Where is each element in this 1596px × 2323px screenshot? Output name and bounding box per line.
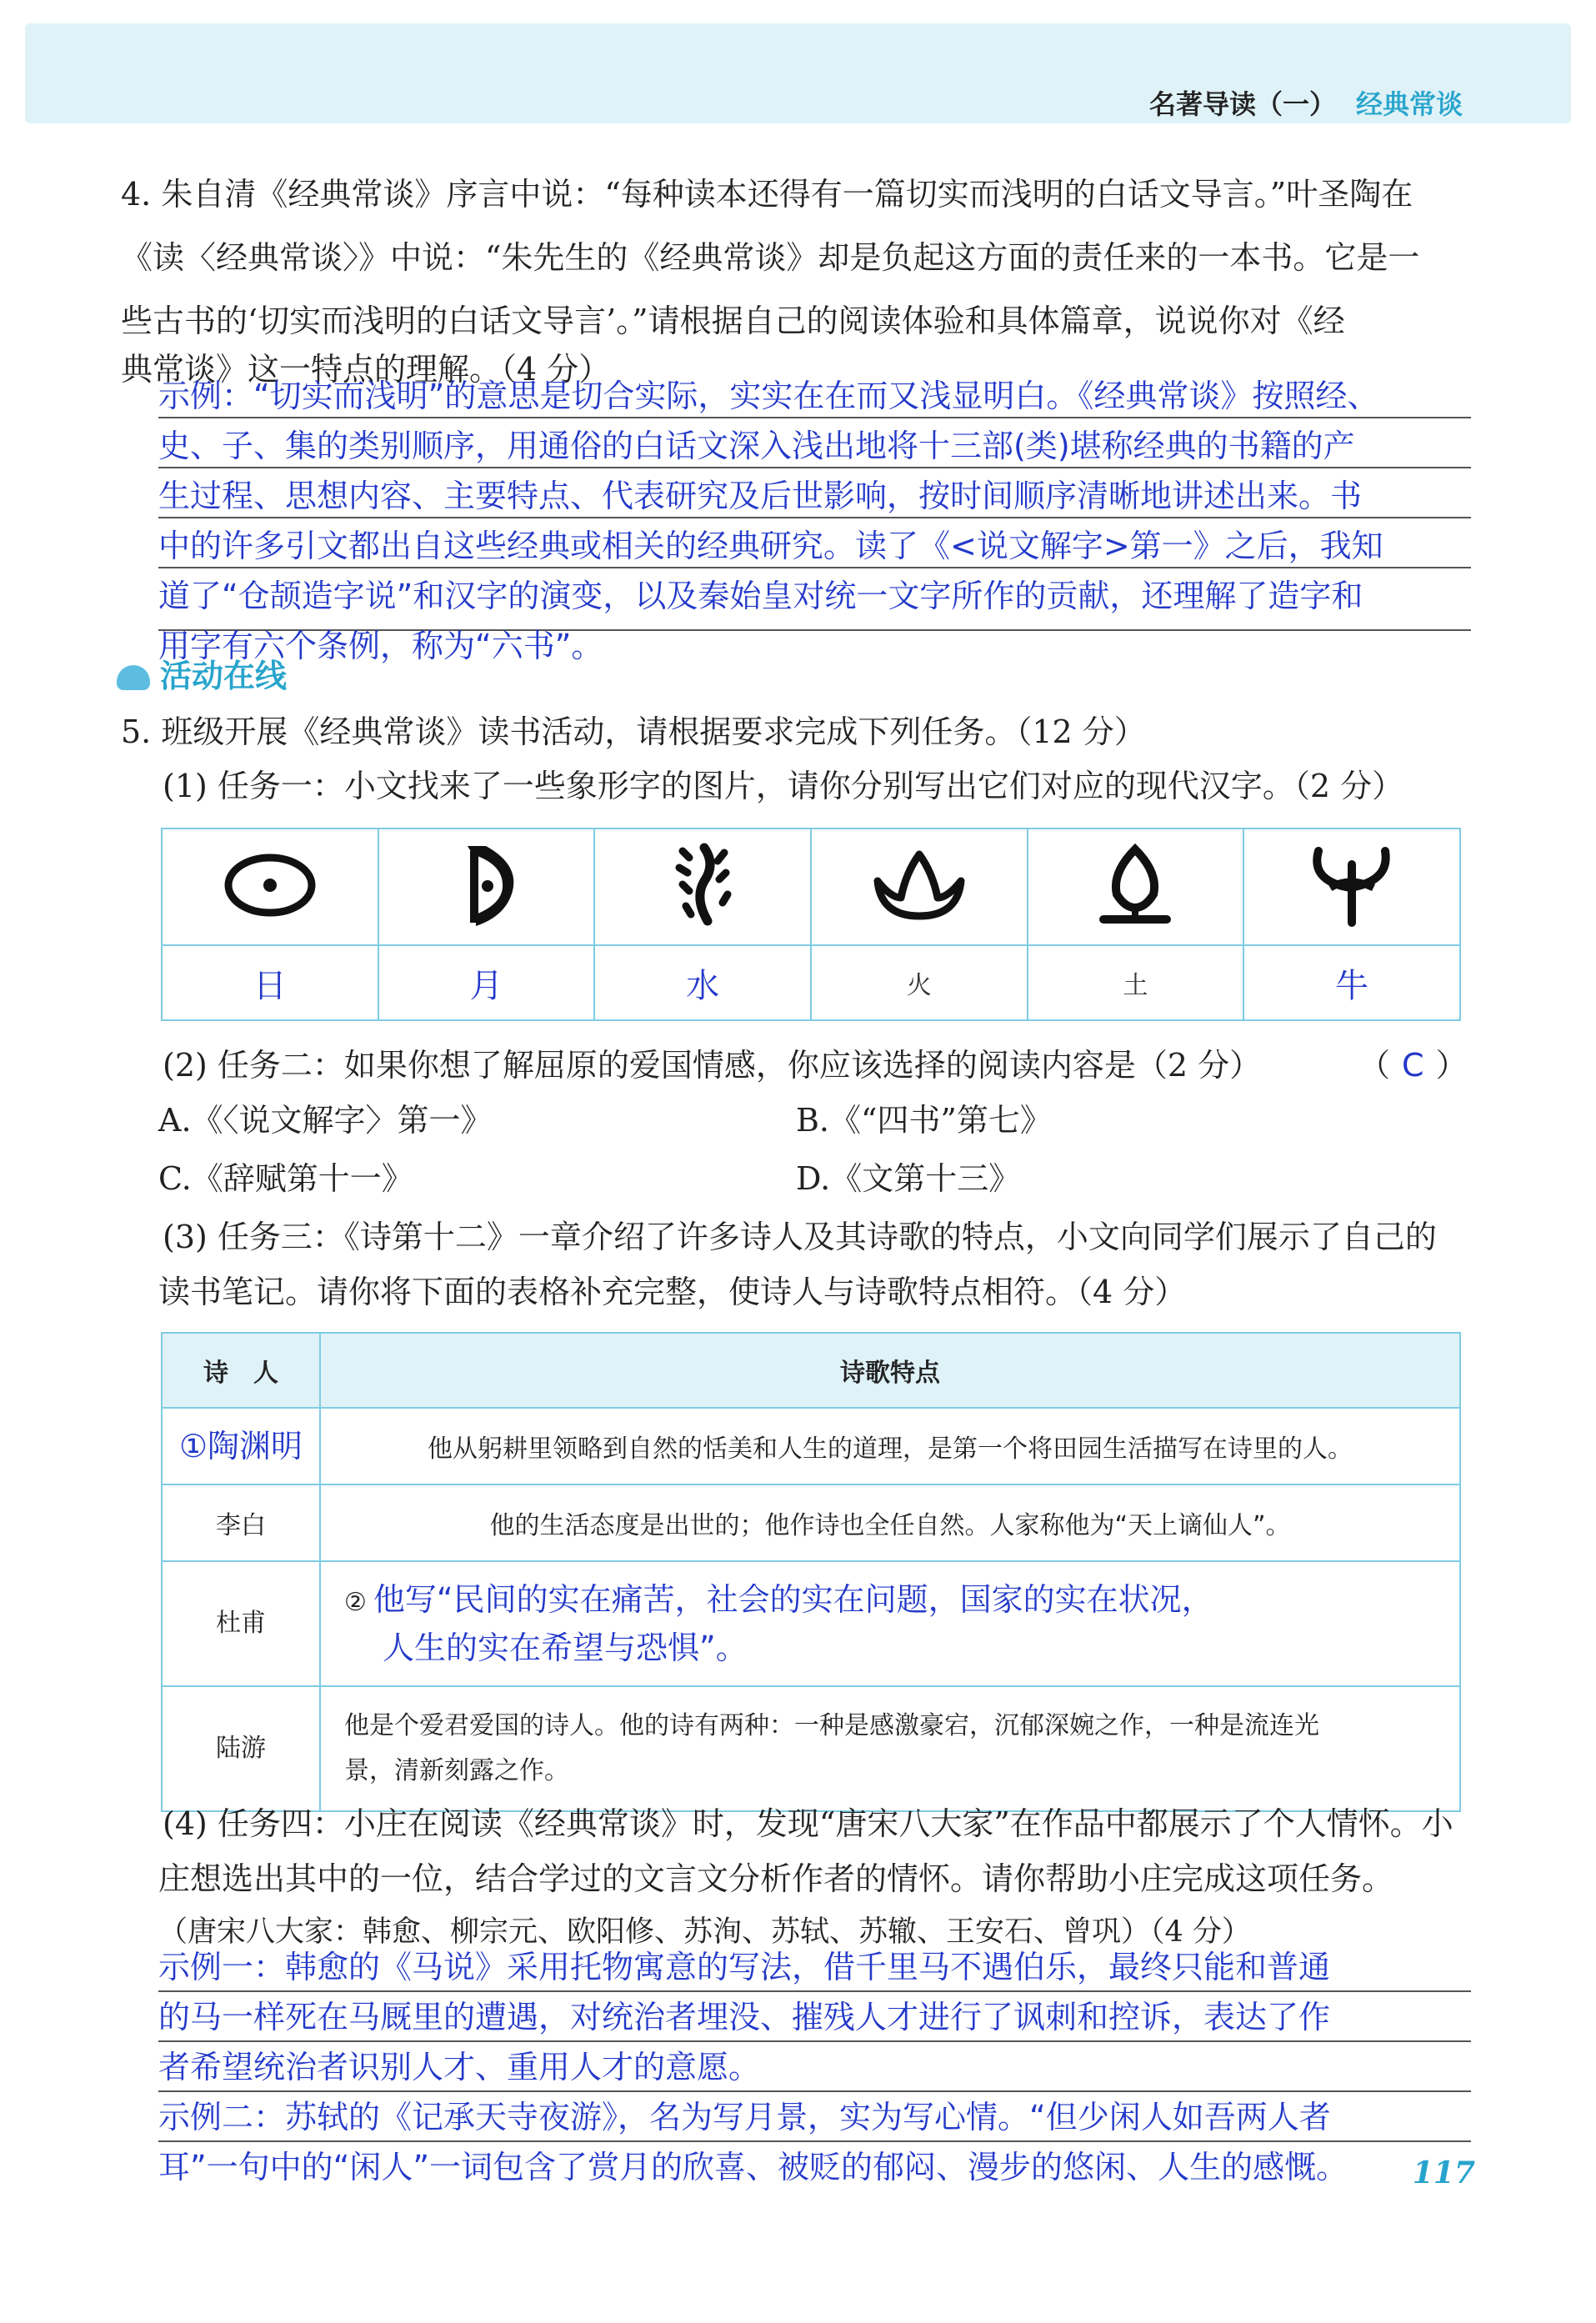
- task3-prompt-1: (3) 任务三：《诗第十二》一章介绍了许多诗人及其诗歌的特点，小文向同学们展示了自己的: [163, 1219, 1437, 1255]
- q4-line-1: 4. 朱自清《经典常谈》序言中说：“每种读本还得有一篇切实而浅明的白话文导言。”叶圣陶在: [121, 176, 1413, 213]
- task2-prompt: (2) 任务二：如果你想了解屈原的爱国情感，你应该选择的阅读内容是（2 分）: [163, 1047, 1262, 1084]
- feature-line: 人生的实在希望与恐惧”。: [383, 1630, 748, 1666]
- table-row: [162, 1561, 1460, 1686]
- q4-answer-2: 史、子、集的类别顺序，用通俗的白话文深入浅出地将十三部(类)堪称经典的书籍的产: [158, 428, 1355, 464]
- pictograph-water: [594, 829, 811, 945]
- answer-moon: 月: [378, 945, 595, 1020]
- answer-sun: 日: [162, 945, 378, 1020]
- water-pictograph-icon: [653, 839, 753, 931]
- task4-prompt-1: (4) 任务四：小庄在阅读《经典常谈》时，发现“唐宋八大家”在作品中都展示了个人情怀。小: [163, 1805, 1453, 1842]
- blank-marker: ②: [344, 1588, 367, 1617]
- q4-line-2: 《读〈经典常谈〉》中说：“朱先生的《经典常谈》却是负起这方面的责任来的一本书。它是一: [121, 239, 1420, 276]
- section-title: [117, 650, 287, 696]
- header-subtitle: 经典常谈: [1355, 88, 1463, 120]
- answer-fire: 火: [811, 945, 1028, 1020]
- table-row: [162, 1408, 1460, 1484]
- fire-pictograph-icon: [869, 839, 969, 931]
- header-feature: 诗歌特点: [320, 1333, 1460, 1408]
- chat-bubble-icon: [117, 665, 150, 690]
- option-d: D.《文第十三》: [796, 1160, 1021, 1197]
- ox-pictograph-icon: [1302, 839, 1402, 931]
- task2-answer-bracket: [1358, 1034, 1468, 1097]
- pictograph-moon: [378, 829, 595, 945]
- pictograph-earth: [1028, 829, 1244, 945]
- q4-answer-6: 用字有六个条例，称为“六书”。: [158, 628, 603, 664]
- q4-line-4: 典常谈》这一特点的理解。（4 分）: [121, 351, 611, 388]
- pictograph-ox: [1243, 829, 1460, 945]
- page-number: 117: [1412, 2155, 1475, 2190]
- header-title: 名著导读（一）: [1148, 88, 1336, 120]
- option-c: C.《辞赋第十一》: [158, 1160, 413, 1197]
- answer-rule: [158, 467, 1471, 468]
- task4-prompt-3: （唐宋八大家：韩愈、柳宗元、欧阳修、苏洵、苏轼、苏辙、王安石、曾巩）（4 分）: [158, 1915, 1251, 1949]
- poet-name: 陆游: [162, 1686, 320, 1811]
- option-a: A.《〈说文解字〉第一》: [158, 1102, 493, 1139]
- poet-table: [161, 1332, 1461, 1812]
- bracket-close: ）: [1435, 1047, 1468, 1084]
- option-b: B.《“四书”第七》: [796, 1102, 1052, 1139]
- task2-answer: C: [1402, 1047, 1424, 1084]
- moon-pictograph-icon: [436, 839, 536, 931]
- feature-line: 景，清新刻露之作。: [344, 1756, 569, 1785]
- poet-name: 李白: [162, 1484, 320, 1561]
- q4-answer-1: 示例：“切实而浅明”的意思是切合实际，实实在在而又浅显明白。《经典常谈》按照经、: [158, 378, 1379, 414]
- q5-task4-answer-1: 示例一：韩愈的《马说》采用托物寓意的写法，借千里马不遇伯乐，最终只能和普通: [158, 1949, 1331, 1985]
- answer-ox: 牛: [1243, 945, 1460, 1020]
- answer-water: 水: [594, 945, 811, 1020]
- poet-feature: 他从躬耕里领略到自然的恬美和人生的道理，是第一个将田园生活描写在诗里的人。: [320, 1408, 1460, 1484]
- q5-task4-answer-5: 耳”一句中的“闲人”一词包含了赏月的欣喜、被贬的郁闷、漫步的悠闲、人生的感慨。: [158, 2149, 1348, 2185]
- q4-answer-3: 生过程、思想内容、主要特点、代表研究及后世影响，按时间顺序清晰地讲述出来。书: [158, 478, 1363, 514]
- task4-prompt-2: 庄想选出其中的一位，结合学过的文言文分析作者的情怀。请你帮助小庄完成这项任务。: [158, 1860, 1394, 1897]
- bracket-open: （: [1358, 1047, 1391, 1084]
- q4-answer-4: 中的许多引文都出自这些经典或相关的经典研究。读了《<说文解字>第一》之后，我知: [158, 528, 1383, 564]
- header-poet: 诗 人: [162, 1333, 320, 1408]
- task1-prompt: (1) 任务一：小文找来了一些象形字的图片，请你分别写出它们对应的现代汉字。（2 分）: [163, 768, 1404, 804]
- feature-line: 他写“民间的实在痛苦，社会的实在问题，国家的实在状况，: [373, 1581, 1213, 1618]
- answer-rule: [158, 517, 1471, 518]
- q5-task4-answer-2: 的马一样死在马厩里的遭遇，对统治者埋没、摧残人才进行了讽刺和控诉，表达了作: [158, 1999, 1331, 2035]
- q5-stem: 5. 班级开展《经典常谈》读书活动，请根据要求完成下列任务。（12 分）: [121, 713, 1146, 750]
- pictograph-table: [161, 828, 1461, 1021]
- pictograph-sun: [162, 829, 378, 945]
- answer-rule: [158, 567, 1471, 568]
- q5-task4-answer-4: 示例二：苏轼的《记承天寺夜游》，名为写月景，实为写心情。“但少闲人如吾两人者: [158, 2099, 1331, 2135]
- poet-name: ①陶渊明: [162, 1408, 320, 1484]
- poet-feature: [320, 1561, 1460, 1686]
- header: [1149, 83, 1463, 122]
- q5-task4-answer-3: 者希望统治者识别人才、重用人才的意愿。: [158, 2049, 761, 2085]
- poet-name: 杜甫: [162, 1561, 320, 1686]
- section-title-text: 活动在线: [160, 658, 288, 694]
- table-row: [162, 1484, 1460, 1561]
- q4-line-3: 些古书的‘切实而浅明的白话文导言’。”请根据自己的阅读体验和具体篇章，说说你对《经: [121, 303, 1345, 339]
- sun-pictograph-icon: [220, 839, 320, 931]
- poet-feature: 他的生活态度是出世的；他作诗也全任自然。人家称他为“天上谪仙人”。: [320, 1484, 1460, 1561]
- answer-earth: 土: [1028, 945, 1244, 1020]
- answer-rule: [158, 417, 1471, 418]
- feature-line: 他是个爱君爱国的诗人。他的诗有两种：一种是感激豪宕，沉郁深婉之作，一种是流连光: [344, 1711, 1319, 1740]
- earth-pictograph-icon: [1085, 839, 1185, 931]
- task3-prompt-2: 读书笔记。请你将下面的表格补充完整，使诗人与诗歌特点相符。（4 分）: [158, 1274, 1187, 1310]
- q4-answer-5: 道了“仓颉造字说”和汉字的演变，以及秦始皇对统一文字所作的贡献，还理解了造字和: [158, 578, 1363, 614]
- pictograph-fire: [811, 829, 1028, 945]
